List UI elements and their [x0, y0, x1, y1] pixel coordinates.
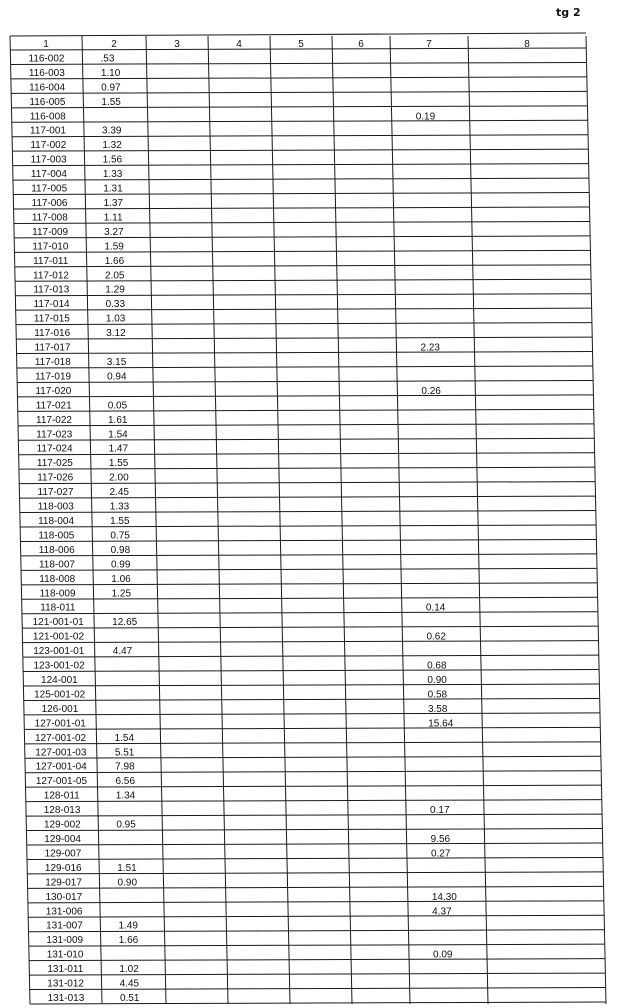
row-code: 117-026 — [37, 472, 74, 484]
row-code: 116-003 — [28, 67, 65, 79]
row-rule — [23, 641, 599, 643]
row-value-col7: 0.90 — [427, 675, 447, 686]
row-rule — [30, 1002, 606, 1004]
row-code: 123-001-02 — [33, 660, 85, 672]
row-value-col7: 0.09 — [433, 949, 453, 961]
row-rule — [16, 337, 592, 339]
row-rule — [26, 800, 602, 802]
row-value-col2: 2.05 — [105, 270, 125, 282]
row-rule — [29, 944, 605, 946]
row-rule — [24, 727, 600, 729]
row-code: 131-006 — [45, 906, 83, 918]
row-code: 117-016 — [34, 328, 71, 340]
row-value-col2: 6.56 — [115, 776, 135, 788]
row-value-col2: 1.29 — [105, 284, 125, 296]
row-code: 121-001-02 — [32, 631, 85, 643]
column-header-6: 6 — [358, 39, 364, 50]
row-rule — [27, 857, 603, 859]
row-rule — [29, 930, 605, 932]
row-value-col2: 1.31 — [103, 183, 123, 195]
row-rule — [17, 380, 593, 382]
row-value-col2: 4.45 — [119, 978, 140, 990]
row-value-col7: 0.17 — [430, 805, 450, 817]
row-value-col2: 0.94 — [107, 371, 127, 383]
row-code: 124-001 — [41, 675, 78, 686]
row-value-col7: 2.23 — [420, 342, 440, 354]
row-value-col7: 0.62 — [426, 631, 446, 643]
row-rule — [17, 395, 593, 397]
row-code: 131-013 — [47, 993, 85, 1004]
row-value-col7: 0.14 — [425, 602, 446, 614]
row-rule — [21, 554, 597, 556]
column-header-4: 4 — [236, 39, 242, 50]
row-value-col7: 0.68 — [427, 660, 447, 672]
row-value-col2: 3.27 — [104, 226, 124, 238]
row-rule — [19, 453, 595, 455]
row-code: 117-013 — [33, 284, 70, 296]
row-value-col2: 0.75 — [110, 530, 130, 542]
row-code: 127-001-03 — [35, 747, 87, 759]
row-rule — [20, 525, 596, 527]
row-code: 127-001-01 — [34, 718, 86, 730]
row-code: 125-001-02 — [34, 689, 86, 701]
row-code: 117-011 — [33, 255, 69, 267]
row-rule — [11, 106, 587, 108]
row-rule — [24, 713, 600, 715]
column-rule-8 — [468, 36, 488, 1004]
row-code: 127-001-05 — [35, 776, 88, 788]
row-rule — [18, 409, 594, 411]
row-rule — [21, 568, 597, 570]
row-rule — [14, 221, 590, 223]
column-header-2: 2 — [111, 39, 117, 50]
row-value-col7: 0.19 — [415, 111, 436, 123]
row-code: 117-019 — [35, 371, 72, 383]
row-value-col2: 1.10 — [100, 67, 121, 79]
row-code: 117-008 — [31, 212, 68, 224]
row-value-col2: 7.98 — [115, 761, 135, 773]
row-rule — [11, 91, 587, 93]
row-value-col2: 1.49 — [118, 920, 138, 932]
column-header-8: 8 — [524, 39, 530, 50]
column-header-1: 1 — [43, 39, 49, 50]
row-value-col2: 1.11 — [103, 212, 123, 224]
row-value-col7: 0.27 — [430, 848, 451, 860]
row-code: 127-001-02 — [34, 732, 87, 744]
row-value-col2: 0.97 — [101, 82, 121, 94]
row-rule — [11, 77, 587, 79]
row-code: 129-007 — [44, 848, 82, 860]
row-code: 129-004 — [44, 834, 82, 845]
row-code: 127-001-04 — [35, 761, 87, 773]
row-value-col2: 1.55 — [108, 458, 129, 470]
row-value-col2: 2.45 — [109, 487, 129, 499]
row-rule — [20, 511, 596, 513]
row-code: 117-017 — [34, 342, 71, 354]
column-header-5: 5 — [298, 39, 304, 50]
row-code: 117-022 — [36, 414, 72, 426]
row-rule — [27, 872, 603, 874]
row-value-col2: 1.47 — [108, 443, 129, 455]
row-value-col7: 14.30 — [431, 891, 457, 903]
row-code: 131-007 — [46, 920, 83, 932]
row-rule — [22, 597, 598, 599]
row-rule — [29, 959, 605, 961]
row-value-col7: 0.26 — [421, 385, 441, 397]
row-code: 129-017 — [45, 877, 82, 889]
row-value-col2: 1.66 — [104, 255, 125, 267]
row-code: 117-024 — [36, 443, 73, 455]
row-rule — [11, 62, 587, 64]
row-code: 117-025 — [36, 458, 73, 470]
row-rule — [12, 120, 588, 122]
row-code: 117-018 — [34, 357, 71, 368]
row-rule — [20, 539, 596, 541]
column-header-3: 3 — [174, 39, 180, 50]
row-rule — [17, 352, 593, 354]
row-value-col2: 0.98 — [110, 544, 131, 556]
header-top-rule — [10, 33, 586, 36]
row-rule — [26, 814, 602, 816]
row-code: 116-008 — [29, 111, 66, 123]
row-rule — [16, 308, 592, 310]
row-value-col2: 1.61 — [107, 414, 128, 426]
row-code: 116-002 — [28, 53, 65, 65]
row-value-col2: 0.33 — [105, 299, 126, 311]
row-rule — [13, 178, 589, 180]
row-value-col2: 1.32 — [102, 140, 122, 152]
row-rule — [15, 294, 591, 296]
row-value-col2: 4.47 — [112, 646, 133, 658]
page-number: tg 2 — [556, 6, 581, 19]
row-value-col2: 1.02 — [119, 964, 139, 976]
row-value-col2: 3.12 — [106, 328, 126, 340]
row-code: 117-010 — [32, 241, 69, 253]
row-rule — [25, 756, 601, 758]
row-code: 118-007 — [38, 559, 75, 571]
row-rule — [19, 482, 595, 484]
row-rule — [24, 698, 600, 700]
row-code: 131-009 — [46, 935, 84, 947]
row-value-col2: 5.51 — [114, 747, 135, 759]
row-rule — [16, 323, 592, 325]
row-rule — [29, 973, 605, 975]
row-rule — [28, 915, 604, 917]
column-rule-1 — [10, 36, 30, 1004]
row-rule — [22, 612, 598, 614]
row-rule — [13, 193, 589, 195]
row-rule — [23, 684, 599, 686]
row-rule — [30, 988, 606, 990]
row-rule — [17, 366, 593, 368]
row-code: 121-001-01 — [32, 617, 84, 629]
row-code: 117-001 — [30, 125, 67, 137]
row-rule — [12, 149, 588, 151]
row-code: 118-008 — [39, 573, 76, 585]
row-rule — [20, 496, 596, 498]
row-rule — [28, 901, 604, 903]
row-code: 117-021 — [35, 400, 72, 412]
row-code: 117-023 — [36, 429, 73, 441]
row-code: 116-005 — [29, 96, 66, 108]
row-value-col2: 1.37 — [103, 198, 123, 209]
row-value-col2: 1.55 — [110, 516, 130, 527]
row-value-col2: 0.05 — [107, 400, 128, 412]
row-value-col7: 15.64 — [428, 718, 454, 730]
row-value-col2: 1.54 — [114, 732, 135, 744]
row-code: 123-001-01 — [33, 646, 85, 658]
row-code: 116-004 — [29, 82, 66, 94]
row-rule — [23, 655, 599, 657]
row-value-col2: 1.51 — [117, 862, 137, 874]
row-code: 117-009 — [32, 226, 69, 238]
row-value-col2: 0.90 — [117, 877, 138, 889]
row-rule — [25, 742, 601, 744]
row-code: 118-006 — [38, 544, 75, 556]
row-value-col2: 3.15 — [106, 357, 127, 368]
column-header-7: 7 — [426, 39, 432, 50]
row-value-col7: 3.58 — [427, 703, 448, 715]
row-value-col2: 1.55 — [101, 96, 121, 108]
row-value-col2: 1.59 — [104, 241, 124, 253]
row-code: 117-020 — [35, 385, 72, 397]
row-rule — [15, 265, 591, 267]
row-rule — [22, 626, 598, 628]
row-code: 131-011 — [47, 964, 84, 976]
row-code: 129-002 — [44, 819, 81, 831]
row-code: 117-004 — [30, 169, 67, 181]
row-value-col2: 1.33 — [109, 501, 130, 513]
row-value-col2: 1.34 — [115, 790, 136, 802]
row-value-col2: 1.03 — [105, 313, 126, 325]
row-rule — [18, 438, 594, 440]
row-value-col2: 1.25 — [111, 588, 132, 600]
row-code: 117-027 — [37, 487, 74, 499]
row-rule — [14, 207, 590, 209]
row-rule — [13, 164, 589, 166]
row-code: 117-002 — [30, 140, 67, 152]
row-code: 131-010 — [46, 949, 84, 961]
row-value-col2: 3.39 — [102, 125, 122, 137]
row-value-col2: 1.33 — [102, 169, 123, 181]
row-value-col7: 0.58 — [427, 689, 448, 701]
row-rule — [15, 279, 591, 281]
row-code: 117-005 — [31, 183, 68, 195]
row-code: 118-003 — [37, 501, 74, 513]
row-code: 126-001 — [41, 703, 79, 715]
row-code: 130-017 — [45, 891, 83, 903]
row-code: 129-016 — [44, 862, 82, 874]
row-value-col2: 2.00 — [109, 472, 129, 484]
row-value-col7: 9.56 — [430, 834, 451, 845]
row-rule — [14, 250, 590, 252]
row-rule — [21, 583, 597, 585]
row-code: 117-003 — [30, 154, 67, 166]
row-rule — [26, 829, 602, 831]
row-rule — [26, 785, 602, 787]
row-rule — [12, 135, 588, 137]
row-code: 118-011 — [40, 602, 76, 614]
row-value-col2: 1.06 — [111, 573, 131, 585]
row-rule — [18, 424, 594, 426]
row-code: 117-015 — [33, 313, 70, 325]
row-value-col2: .53 — [100, 53, 115, 65]
row-code: 118-004 — [38, 516, 75, 527]
row-rule — [25, 771, 601, 773]
row-rule — [23, 670, 599, 672]
row-code: 118-005 — [38, 530, 75, 542]
row-code: 131-012 — [47, 978, 84, 990]
column-rule-9 — [586, 36, 606, 1004]
row-value-col2: 0.99 — [110, 559, 131, 571]
row-code: 128-013 — [43, 805, 81, 817]
row-code: 118-009 — [39, 588, 76, 600]
row-code: 117-014 — [33, 299, 70, 311]
row-value-col2: 1.66 — [118, 935, 139, 947]
row-value-col2: 0.95 — [116, 819, 136, 831]
row-rule — [28, 886, 604, 888]
row-value-col2: 0.51 — [119, 993, 140, 1004]
row-value-col2: 1.56 — [102, 154, 123, 166]
column-rule-7 — [390, 36, 410, 1004]
row-code: 117-012 — [33, 270, 69, 282]
row-code: 117-006 — [31, 198, 68, 209]
row-value-col2: 1.54 — [108, 429, 128, 441]
row-value-col7: 4.37 — [432, 906, 452, 918]
row-rule — [14, 236, 590, 238]
row-code: 128-011 — [43, 790, 80, 802]
row-rule — [27, 843, 603, 845]
row-rule — [19, 467, 595, 469]
row-value-col2: 12.65 — [112, 617, 138, 629]
